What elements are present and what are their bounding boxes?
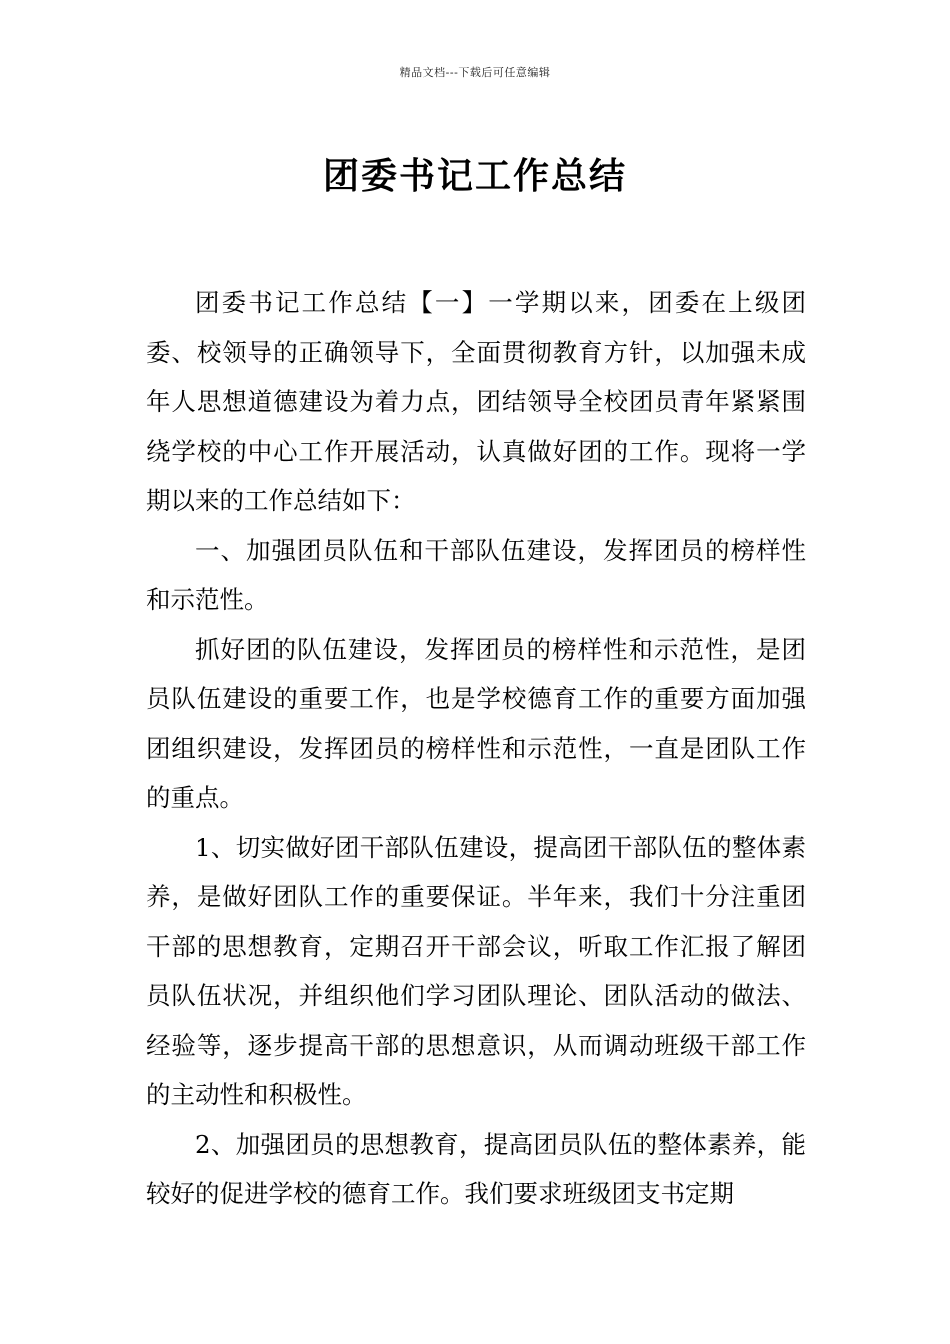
paragraph-item-1: 1、切实做好团干部队伍建设，提高团干部队伍的整体素养，是做好团队工作的重要保证。半年来，我们十分注重团干部的思想教育，定期召开干部会议，听取工作汇报了解团员队伍状况，并组织他们学习团队理论、团队活动的做法、经验等，逐步提高干部的思想意识，从而调动班级干部工作的主动性和积极性。 [146, 832, 806, 1109]
document-body [146, 278, 806, 1219]
page-header: 精品文档---下载后可任意编辑 [399, 66, 551, 79]
paragraph-intro: 团委书记工作总结【一】一学期以来，团委在上级团委、校领导的正确领导下，全面贯彻教育方针，以加强未成年人思想道德建设为着力点，团结领导全校团员青年紧紧围绕学校的中心工作开展活动，认真做好团的工作。现将一学期以来的工作总结如下： [146, 288, 806, 515]
document-title: 团委书记工作总结 [322, 155, 627, 198]
paragraph-section-heading: 一、加强团员队伍和干部队伍建设，发挥团员的榜样性和示范性。 [146, 535, 806, 614]
paragraph-team-building: 抓好团的队伍建设，发挥团员的榜样性和示范性，是团员队伍建设的重要工作，也是学校德育工作的重要方面加强团组织建设，发挥团员的榜样性和示范性，一直是团队工作的重点。 [146, 634, 806, 812]
paragraph-item-2: 2、加强团员的思想教育，提高团员队伍的整体素养，能较好的促进学校的德育工作。我们要求班级团支书定期 [146, 1129, 806, 1208]
